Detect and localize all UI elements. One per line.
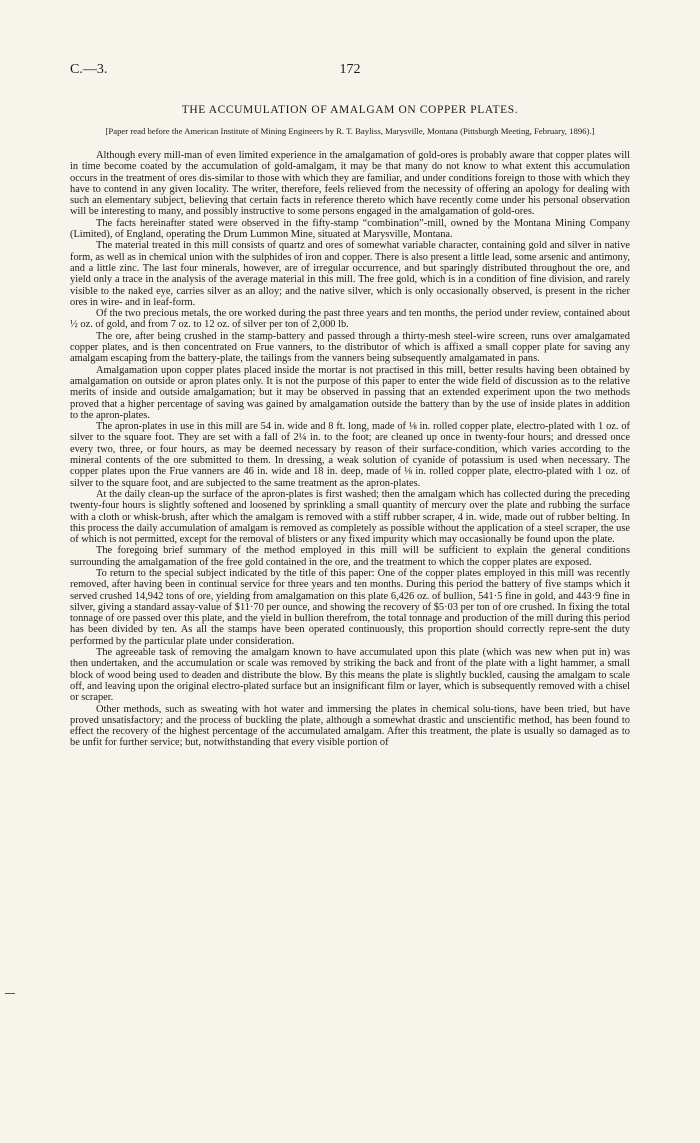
article-title: THE ACCUMULATION OF AMALGAM ON COPPER PLATES.: [181, 104, 519, 116]
paragraph: The material treated in this mill consists of quartz and ores of somewhat variable character, containing gold and silver in native form, as well as in chemical union with the sulphides of iron and copper. There is also present a little lead, some arsenic and antimony, and a little zinc. The last four minerals, however, are of irregular occurrence, and but sparingly distributed throughout the ore, and yield only a trace in the analysis of the average material in this mill. The free gold, which is in a condition of fine division, and rarely visible to the naked eye, carries silver as an alloy; and the native silver, which is only occasionally observed, is present in the richer ores in wire- and in leaf-form.: [70, 240, 630, 308]
paragraph: To return to the special subject indicated by the title of this paper: One of the copper plates employed in this mill was recently removed, after having been in continual service for three years and ten months. During this period the battery of five stamps which it served crushed 14,942 tons of ore, yielding from amalgamation on this plate 6,426 oz. of bullion, 541·5 fine in gold, and 443·9 fine in silver, giving a standard assay-value of $11·70 per ounce, and showing the recovery of $5·03 per ton of ore crushed. In fixing the total tonnage of ore passed over this plate, and the yield in bullion therefrom, the total tonnage and production of the mill during this period has been divided by ten. As all the stamps have been operated continuously, this proportion should correctly repre-sent the duty performed by the particular plate under consideration.: [70, 567, 630, 647]
page-header: [70, 62, 630, 82]
article-body: [70, 150, 630, 749]
margin-dash-mark: [5, 993, 15, 994]
paragraph: The facts hereinafter stated were observed in the fifty-stamp “combination”-mill, owned by the Montana Mining Company (Limited), of England, operating the Drum Lummon Mine, situated at Marysville, Montana.: [70, 217, 630, 241]
paragraph: Although every mill-man of even limited experience in the amalgamation of gold-ores is probably aware that copper plates will in time become coated by the accumulation of gold-amalgam, it may be that many do not know to what extent this accumulation occurs in the treatment of ores dis-similar to those with which they are familiar, and under conditions foreign to those with which they have to contend in any given locality. The writer, therefore, feels relieved from the necessity of offering an apology for dealing with such an elementary subject, believing that certain facts in reference thereto which have recently come under his personal observation will be interesting to many, and possibly instructive to some persons engaged in the amalgamation of gold-ores.: [70, 150, 630, 218]
paragraph: The apron-plates in use in this mill are 54 in. wide and 8 ft. long, made of ⅛ in. rolled copper plate, electro-plated with 1 oz. of silver to the square foot. They are set with a fall of 2¼ in. to the foot; are cleaned up once in twenty-four hours; and dressed once every two, three, or four hours, as may be deemed necessary by reason of their surface-condition, which varies according to the mineral contents of the ore submitted to them. In dressing, a weak solution of cyanide of potassium is used when necessary. The copper plates upon the Frue vanners are 46 in. wide and 18 in. deep, made of ⅛ in. rolled copper plate, electro-plated with 1 oz. of silver to the square foot, and are subjected to the same treatment as the apron-plates.: [70, 421, 630, 489]
paragraph: The foregoing brief summary of the method employed in this mill will be sufficient to explain the general conditions surrounding the amalgamation of the free gold contained in the ore, and the treatment to which the copper plates are exposed.: [70, 545, 630, 568]
page-number: 172: [339, 62, 361, 77]
paragraph: The agreeable task of removing the amalgam known to have accumulated upon this plate (which was new when put in) was then undertaken, and the accumulation or scale was removed by striking the back and front of the plate with a light hammer, a small block of wood being used to deaden and distribute the blow. By this means the plate is slightly buckled, causing the amalgam to scale off, and leaving upon the original electro-plated surface but an insignificant film or layer, which is subsequently removed with a chisel or scraper.: [70, 647, 630, 704]
article-source-note: [Paper read before the American Institute of Mining Engineers by R. T. Bayliss, Marysville, Montana (Pittsburgh Meeting, February, 1896).]: [105, 126, 595, 136]
paragraph: Other methods, such as sweating with hot water and immersing the plates in chemical solu-tions, have been tried, but have proved unsatisfactory; and the process of buckling the plate, although a somewhat drastic and unscientific method, has been found to effect the recovery of the highest percentage of the accumulated amalgam. After this treatment, the plate is usually so damaged as to be unfit for further service; but, notwithstanding that every visible portion of: [70, 703, 630, 749]
document-reference: C.—3.: [70, 62, 108, 77]
paragraph: The ore, after being crushed in the stamp-battery and passed through a thirty-mesh steel-wire screen, runs over amalgamated copper plates, and is then concentrated on Frue vanners, to the distributor of which is affixed a small copper plate for saving any amalgam escaping from the battery-plate, the tailings from the vanners being subsequently amalgamated in pans.: [70, 330, 630, 365]
paragraph: Amalgamation upon copper plates placed inside the mortar is not practised in this mill, better results having been obtained by amalgamation on outside or apron plates only. It is not the purpose of this paper to enter the wide field of discussion as to the relative merits of inside and outside amalgamation; but it may be observed in passing that an extended experiment upon the two methods proved that a higher percentage of saving was gained by amalgamation outside the battery than by the use of inside plates in addition to the apron-plates.: [70, 364, 630, 421]
paragraph: Of the two precious metals, the ore worked during the past three years and ten months, the period under review, contained about ½ oz. of gold, and from 7 oz. to 12 oz. of silver per ton of 2,000 lb.: [70, 308, 630, 331]
paragraph: At the daily clean-up the surface of the apron-plates is first washed; then the amalgam which has collected during the preceding twenty-four hours is slightly softened and loosened by sprinkling a small quantity of mercury over the plate and rubbing the surface with a cloth or whisk-brush, after which the amalgam is removed with a stiff rubber scraper, 4 in. wide, made out of rubber belting. In this process the daily accumulation of amalgam is removed as completely as possible without the application of a steel scraper, the use of which is not permitted, except for the removal of blisters or any fixed impurity which may occasionally be found upon the plate.: [70, 488, 630, 546]
